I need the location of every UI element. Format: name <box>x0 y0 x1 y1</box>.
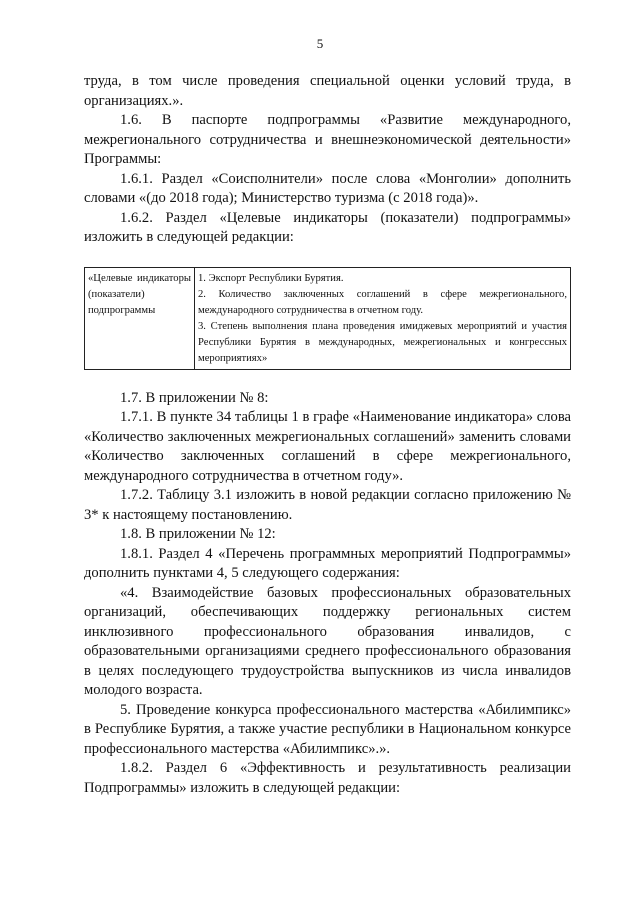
page-number: 5 <box>316 36 324 51</box>
table-item-3: 3. Степень выполнения плана проведения имиджевых мероприятий и участия Республики Бурятия в международных, межрегиональных и конгрессных мероприятиях» <box>198 320 567 364</box>
table-row <box>85 267 571 369</box>
paragraph-1-8-1: 1.8.1. Раздел 4 «Перечень программных мероприятий Подпрограммы» дополнить пунктами 4, 5 следующего содержания: <box>84 545 571 581</box>
table-item-1: 1. Экспорт Республики Бурятия. <box>198 272 344 284</box>
paragraph-1-6-1: 1.6.1. Раздел «Соисполнители» после слова «Монголии» дополнить словами «(до 2018 года); Министерство туризма (с 2018 года)». <box>84 170 571 206</box>
table-cell-items <box>195 267 571 369</box>
paragraph-continuation: труда, в том числе проведения специальной оценки условий труда, в организациях.». <box>84 73 571 109</box>
document-body <box>84 72 571 798</box>
paragraph-1-7-2: 1.7.2. Таблицу 3.1 изложить в новой редакции согласно приложению № 3* к настоящему постановлению. <box>84 487 571 523</box>
paragraph-1-8-2: 1.8.2. Раздел 6 «Эффективность и результативность реализации Подпрограммы» изложить в следующей редакции: <box>84 760 571 796</box>
paragraph-item-5: 5. Проведение конкурса профессионального мастерства «Абилимпикс» в Республике Бурятия, а также участие республики в Национальном конкурсе профессионального мастерства «Абилимпикс».». <box>84 701 571 757</box>
table-item-2: 2. Количество заключенных соглашений в сфере межрегионального, международного сотрудничества в отчетном году. <box>198 288 567 316</box>
paragraph-item-4: «4. Взаимодействие базовых профессиональных образовательных организаций, обеспечивающих поддержку региональных систем инклюзивного профессионального образования инвалидов, с образовательными организациями среднего профессионального образования в целях последующего трудоустройства выпускников из числа инвалидов молодого возраста. <box>84 584 571 698</box>
paragraph-1-6: 1.6. В паспорте подпрограммы «Развитие международного, межрегионального сотрудничества и внешнеэкономической деятельности» Программы: <box>84 112 571 167</box>
table-cell-label: «Целевые индикаторы (показатели) подпрограммы <box>85 267 195 369</box>
paragraph-1-6-2: 1.6.2. Раздел «Целевые индикаторы (показатели) подпрограммы» изложить в следующей редакции: <box>84 209 571 245</box>
indicators-table <box>84 267 571 370</box>
paragraph-1-7-1: 1.7.1. В пункте 34 таблицы 1 в графе «Наименование индикатора» слова «Количество заключенных межрегиональных соглашений» заменить словами «Количество заключенных соглашений в сфере межрегионального, международного сотрудничества в отчетном году». <box>84 409 571 484</box>
paragraph-1-7: 1.7. В приложении № 8: <box>120 389 269 406</box>
paragraph-1-8: 1.8. В приложении № 12: <box>120 526 276 542</box>
